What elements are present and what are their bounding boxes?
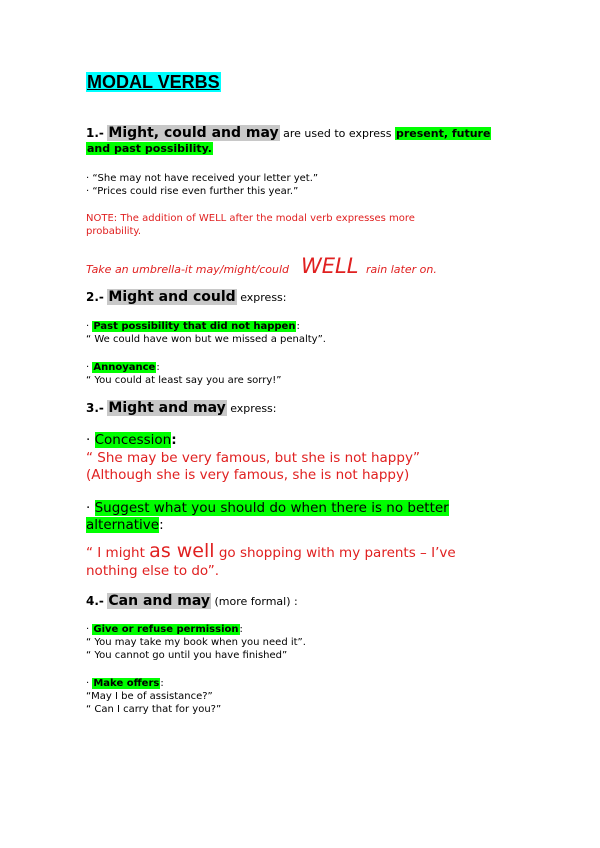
section-1-umbrella-example <box>86 253 520 283</box>
as-well-emphasis: as well <box>149 540 215 562</box>
section-1-note <box>86 212 520 238</box>
point-2-highlight: Annoyance <box>93 362 156 373</box>
point-1-example: “ We could have won but we missed a penalty”. <box>86 334 326 345</box>
section-3-intro: express: <box>226 402 277 415</box>
section-1-example-2: · “Prices could rise even further this year.” <box>86 186 299 197</box>
section-2-point-1: · Past possibility that did not happen: “ We could have won but we missed a penalty”. <box>86 321 326 345</box>
suggest-text: “ I might <box>86 545 150 561</box>
section-2-heading <box>86 290 520 305</box>
section-4-permission: · Give or refuse permission: “ You may take my book when you need it”. “ You cannot go until you have finished” <box>86 624 306 661</box>
suggest-highlight-2: alternative <box>86 517 160 533</box>
offers-example-1: “May I be of assistance?” <box>86 691 213 702</box>
concession-example-1: “ She may be very famous, but she is not happy” <box>86 450 420 466</box>
suggest-example-2: nothing else to do”. <box>86 563 219 579</box>
point-2-example: “ You could at least say you are sorry!” <box>86 375 282 386</box>
section-2-key-phrase: Might and could <box>108 289 236 305</box>
section-4-key-phrase: Can and may <box>108 593 210 609</box>
section-1-key-phrase: Might, could and may <box>108 125 279 141</box>
suggest-text-end: go shopping with my parents – I’ve <box>214 545 456 561</box>
section-1-intro: are used to express <box>279 127 395 140</box>
offers-highlight: Make offers <box>93 678 160 689</box>
section-1-highlight: present, future <box>395 127 491 140</box>
concession-example-2: (Although she is very famous, she is not happy) <box>86 467 410 483</box>
section-1-example-1: · “She may not have received your letter yet.” <box>86 173 319 184</box>
umbrella-text: Take an umbrella-it may/might/could <box>86 263 290 276</box>
permission-example-2: “ You cannot go until you have finished” <box>86 650 288 661</box>
well-emphasis: WELL <box>301 254 359 278</box>
section-1-highlight-2: and past possibility. <box>87 142 212 155</box>
section-4-heading <box>86 594 520 609</box>
suggest-highlight: Suggest what you should do when there is no better <box>94 500 449 516</box>
section-2-number: 2.- <box>86 290 104 304</box>
umbrella-text-end: rain later on. <box>362 263 437 276</box>
note-line-1: NOTE: The addition of WELL after the modal verb expresses more <box>86 213 415 224</box>
section-2-point-2: · Annoyance: “ You could at least say you are sorry!” <box>86 362 282 386</box>
permission-example-1: “ You may take my book when you need it”. <box>86 637 306 648</box>
section-3-suggest: · Suggest what you should do when there is no better alternative: <box>86 500 449 533</box>
offers-example-2: “ Can I carry that for you?” <box>86 704 222 715</box>
concession-highlight: Concession <box>94 432 172 448</box>
suggest-example <box>86 540 520 564</box>
section-3-heading <box>86 401 520 416</box>
section-4-intro: (more formal) : <box>211 595 298 608</box>
section-1-number: 1.- <box>86 126 104 140</box>
section-3-key-phrase: Might and may <box>108 400 226 416</box>
section-3-number: 3.- <box>86 401 104 415</box>
note-line-2: probability. <box>86 226 142 237</box>
section-4-offers: · Make offers: “May I be of assistance?” “ Can I carry that for you?” <box>86 678 222 715</box>
section-4-number: 4.- <box>86 594 104 608</box>
section-1-heading <box>86 126 520 156</box>
page-title: MODAL VERBS <box>87 72 220 92</box>
permission-highlight: Give or refuse permission <box>93 624 239 635</box>
section-3-concession: · Concession: <box>86 432 177 448</box>
point-1-highlight: Past possibility that did not happen <box>93 321 296 332</box>
section-2-intro: express: <box>236 291 287 304</box>
